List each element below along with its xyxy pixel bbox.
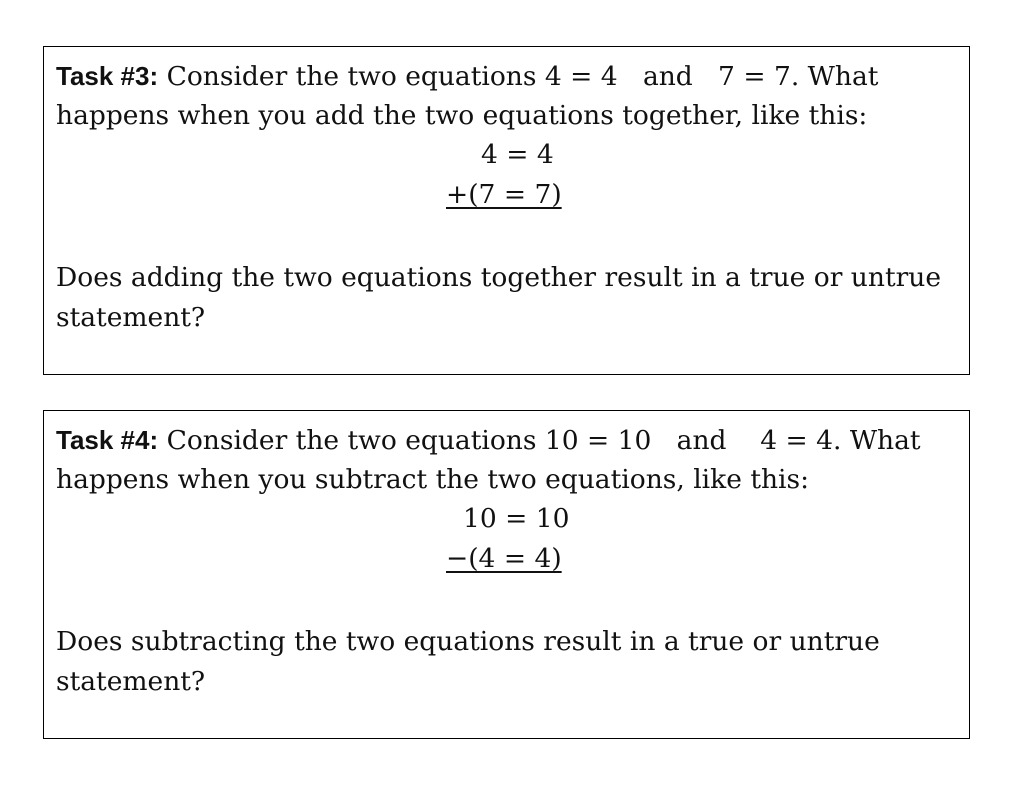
task-3-box [43,46,970,375]
task-4-prompt-end: . What happens when you subtract the two equations, like this: [56,425,921,495]
task-4-equation-2: 4 = 4 [760,425,833,456]
task-3-equation-stack [56,135,957,215]
task-4-box [43,410,970,739]
task-4-equation-1: 10 = 10 [544,425,652,456]
task-4-prompt [56,421,957,499]
task-3-joiner: and [617,61,719,92]
task-4-stack-top: 10 = 10 [463,503,570,534]
task-3-prompt [56,57,957,135]
task-4-equation-stack [56,499,957,579]
task-3-label: Task #3: [56,61,159,91]
task-3-stack-bottom: +(7 = 7) [446,179,562,210]
task-3-prompt-end: . What happens when you add the two equations together, like this: [56,61,879,131]
task-3-equation-2: 7 = 7 [718,61,791,92]
task-4-label: Task #4: [56,425,159,455]
task-3-question: Does adding the two equations together result in a true or untrue statement? [56,262,942,333]
task-3-stack-top: 4 = 4 [481,139,554,170]
task-4-prompt-start: Consider the two equations [158,425,545,456]
task-4-question: Does subtracting the two equations result in a true or untrue statement? [56,626,880,697]
task-3-equation-1: 4 = 4 [544,61,618,92]
task-4-stack-bottom: −(4 = 4) [446,543,562,574]
task-4-joiner: and [651,425,761,456]
task-3-prompt-start: Consider the two equations [158,61,545,92]
